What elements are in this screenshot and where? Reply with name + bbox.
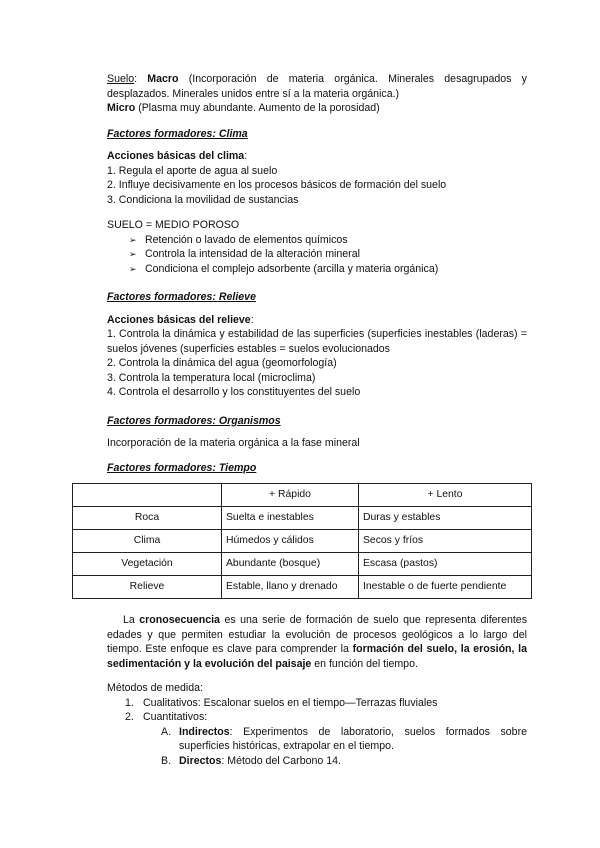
suelo-paragraph — [107, 72, 527, 101]
table-cell: Clima — [73, 530, 222, 553]
table-row — [73, 553, 532, 576]
relieve-item: 2. Controla la dinámica del agua (geomorfología) — [107, 357, 337, 369]
bullet-text: Retención o lavado de elementos químicos — [145, 233, 348, 246]
micro-label: Micro — [107, 102, 136, 114]
crono-text-3: en función del tiempo. — [311, 657, 418, 670]
metodo-number: 2. — [125, 711, 134, 723]
table-header-cell — [73, 484, 222, 507]
table-cell: Secos y fríos — [359, 530, 532, 553]
clima-heading: Factores formadores: Clima — [107, 127, 248, 140]
crono-text-1: La — [123, 614, 140, 626]
table-cell: Inestable o de fuerte pendiente — [359, 576, 532, 599]
bullet-text: Condiciona el complejo adsorbente (arcilla y materia orgánica) — [145, 262, 439, 275]
tiempo-heading: Factores formadores: Tiempo — [107, 461, 257, 474]
metodo-text: Cuantitativos: — [143, 711, 208, 723]
crono-bold-2: formación del suelo, la erosión, la sedimentación y la evolución del paisaje — [107, 643, 527, 670]
bullet-item — [107, 262, 527, 277]
table-cell: Duras y estables — [359, 507, 532, 530]
clima-subheading-text: Acciones básicas del clima — [107, 150, 245, 162]
subitem-text: : Método del Carbono 14. — [221, 754, 341, 767]
table-row — [73, 507, 532, 530]
subitem-text: : Experimentos de laboratorio, suelos formados sobre superficies históricas, extrapolar en el tiempo. — [179, 725, 527, 752]
bullet-item — [107, 233, 527, 248]
table-cell: Roca — [73, 507, 222, 530]
clima-subheading-colon: : — [244, 150, 248, 162]
relieve-item: 4. Controla el desarrollo y los constituyentes del suelo — [107, 386, 361, 398]
table-cell: Escasa (pastos) — [359, 553, 532, 576]
metodo-subitem — [107, 725, 527, 754]
metodo-text: Cualitativos: Escalonar suelos en el tiempo—Terrazas fluviales — [143, 696, 438, 709]
table-header-cell: + Rápido — [222, 484, 359, 507]
relieve-subheading-text: Acciones básicas del relieve — [107, 313, 251, 326]
arrow-bullet-icon: ➢ — [129, 249, 137, 259]
metodo-item — [107, 696, 527, 711]
metodos-section — [107, 681, 527, 768]
subitem-label: Directos — [179, 754, 222, 767]
relieve-item: 3. Controla la temperatura local (microclima) — [107, 371, 316, 384]
table-cell: Abundante (bosque) — [222, 553, 359, 576]
tiempo-table — [72, 483, 532, 599]
table-row — [73, 530, 532, 553]
metodos-title: Métodos de medida: — [107, 682, 203, 694]
relieve-subheading-colon: : — [250, 313, 254, 326]
suelo-sep: : — [134, 73, 148, 85]
macro-label: Macro — [147, 73, 179, 85]
table-cell: Suelta e inestables — [222, 507, 359, 530]
table-cell: Relieve — [73, 576, 222, 599]
document-page — [107, 72, 527, 768]
metodo-number: 1. — [125, 696, 134, 709]
metodo-item — [107, 710, 527, 725]
table-header-cell: + Lento — [359, 484, 532, 507]
clima-item: 1. Regula el aporte de agua al suelo — [107, 164, 278, 177]
arrow-bullet-icon: ➢ — [129, 234, 137, 245]
arrow-bullet-icon: ➢ — [129, 263, 137, 274]
table-header-row — [73, 484, 532, 507]
medio-poroso-title: SUELO = MEDIO POROSO — [107, 219, 240, 231]
relieve-item: 1. Controla la dinámica y estabilidad de las superficies (superficies inestables (laderas) = suelos jóvenes (superficies estables = suelos evolucionados — [107, 328, 527, 355]
organismos-text: Incorporación de la materia orgánica a la fase mineral — [107, 437, 360, 449]
table-cell: Húmedos y cálidos — [222, 530, 359, 553]
micro-text: (Plasma muy abundante. Aumento de la porosidad) — [135, 102, 380, 114]
macro-text: (Incorporación de materia orgánica. Minerales desagrupados y desplazados. Minerales unidos entre sí a la materia orgánica.) — [107, 73, 527, 100]
organismos-heading: Factores formadores: Organismos — [107, 414, 281, 427]
subitem-letter: A. — [161, 725, 172, 738]
cronosecuencia-paragraph — [107, 613, 527, 671]
micro-paragraph — [107, 101, 527, 116]
suelo-label: Suelo — [107, 73, 135, 85]
bullet-item — [107, 247, 527, 262]
subitem-label: Indirectos — [179, 725, 230, 738]
relieve-subheading — [107, 313, 527, 328]
metodo-subitem — [107, 754, 527, 769]
clima-subheading — [107, 149, 527, 164]
bullet-text: Controla la intensidad de la alteración mineral — [145, 248, 360, 260]
clima-item: 2. Influye decisivamente en los procesos básicos de formación del suelo — [107, 179, 447, 191]
table-row — [73, 576, 532, 599]
relieve-heading: Factores formadores: Relieve — [107, 291, 256, 303]
table-cell: Vegetación — [73, 553, 222, 576]
crono-text-2: es una serie de formación de suelo que representa diferentes edades y que permiten estudiar la evolución de procesos geológicos a lo largo del tiempo. Este enfoque es clave para comprender la — [107, 614, 527, 655]
crono-term: cronosecuencia — [139, 614, 220, 626]
subitem-letter: B. — [161, 754, 172, 767]
table-cell: Estable, llano y drenado — [222, 576, 359, 599]
clima-item: 3. Condiciona la movilidad de sustancias — [107, 193, 299, 206]
